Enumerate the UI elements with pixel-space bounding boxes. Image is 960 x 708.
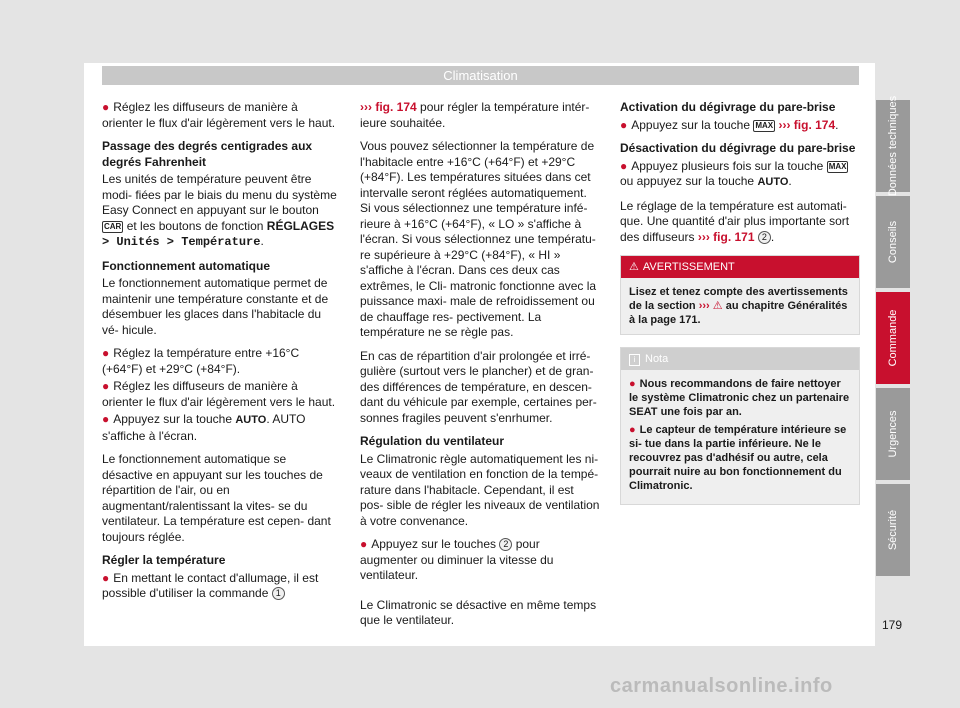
callout-number: 1 [272, 587, 285, 600]
tab-donnees-techniques[interactable]: Données techniques [876, 100, 910, 192]
paragraph: Le réglage de la température est automati- que. Une quantité d'air plus importante sort des diffuseurs ››› fig. 171 2 . [620, 198, 850, 244]
heading-set-temperature: Régler la température [102, 553, 226, 567]
paragraph: En cas de répartition d'air prolongée et irré- gulière (surtout vers le plancher) et de gran- des différences de température, en descen- dant du véhicule par exemple, certaines per- sonnes fragiles peuvent s'enrhumer. [360, 348, 597, 425]
page-number: 179 [881, 618, 903, 632]
auto-key-icon: AUTO [757, 176, 789, 188]
bullet-item: ● En mettant le contact d'allumage, il est possible d'utiliser la commande 1 [102, 570, 319, 600]
bullet-icon: ● [620, 158, 628, 173]
paragraph: Le Climatronic règle automatiquement les ni- veaux de ventilation en fonction de la tempé- rature dans l'habitacle. Cependant, il est pos- sible de régler les niveaux de ventilation à votre convenance. [360, 451, 600, 528]
section-header: Climatisation [102, 66, 859, 85]
heading-defrost-on: Activation du dégivrage du pare-brise [620, 100, 836, 114]
bullet-item: ● Réglez les diffuseurs de manière à orienter le flux d'air légèrement vers le haut. [102, 379, 336, 409]
bullet-item: ● Réglez la température entre +16°C (+64°F) et +29°C (+84°F). [102, 346, 300, 376]
callout-number: 2 [499, 538, 512, 551]
warning-triangle-icon: ⚠ [712, 300, 723, 312]
column-2 [360, 100, 600, 637]
max-defrost-key-icon: MAX [755, 120, 774, 130]
note-box [620, 347, 860, 505]
bullet-icon: ● [102, 379, 110, 393]
heading-auto-mode: Fonctionnement automatique [102, 258, 270, 273]
paragraph: Vous pouvez sélectionner la température de l'habitacle entre +16°C (+64°F) et +29°C (+84°F). Les températures situées dans cet intervalle seront réglées automatiquement. Si vous sélectionnez une température infé- rieure à +16°C (+64°F), « LO » s'affiche à l'écran. Si vous sélectionnez une températu- re supérieure à +29°C (+84°F), « HI » s'affiche à l'écran. Dans ces deux cas extrêmes, le Cli- matronic fonctionne avec la puissance maxi- male de refroidissement ou de chauffage res- pectivement. La température ne se règle pas. [360, 139, 597, 339]
paragraph: Les unités de température peuvent être modi- fiées par le biais du menu du système Easy Connect en appuyant sur le bouton CAR et les boutons de fonction RÉGLAGES > Unités > Température. [102, 172, 337, 249]
callout-number: 2 [758, 231, 771, 244]
note-icon: i [629, 354, 640, 366]
paragraph: Le fonctionnement automatique se désactive en appuyant sur les touches de répartition de l'air, ou en augmentant/ralentissant la vites- se du ventilateur. La température est cepen- dant toujours réglée. [102, 452, 331, 544]
heading-fahrenheit: Passage des degrés centigrades aux degrés Fahrenheit [102, 139, 313, 169]
note-item: ● Le capteur de température intérieure se si- tue dans la partie inférieure. Ne le recouvrez pas d'adhésif ou autre, cela pourrait nuire au bon fonctionnement du Climatronic. [629, 424, 847, 492]
figure-link[interactable]: ››› fig. 174 [360, 100, 417, 114]
note-item: ● Nous recommandons de faire nettoyer le système Climatronic chez un partenaire SEAT une fois par an. [629, 378, 850, 418]
heading-fan-control: Régulation du ventilateur [360, 434, 505, 448]
column-3 [620, 100, 860, 505]
bullet-item: ● Appuyez sur la touche MAX ››› fig. 174. [620, 117, 839, 132]
warning-triangle-icon: ⚠ [629, 261, 639, 273]
note-text [621, 370, 859, 504]
car-key-icon: CAR [104, 221, 122, 231]
bullet-item: ● Appuyez sur le touches 2 pour augmenter ou diminuer la vitesse du ventilateur. [360, 537, 554, 582]
warning-box [620, 255, 860, 335]
tab-commande[interactable]: Commande [876, 292, 910, 384]
bullet-icon: ● [102, 100, 110, 114]
tab-securite[interactable]: Sécurité [876, 484, 910, 576]
bullet-item: ● Appuyez sur la touche AUTO. AUTO s'affiche à l'écran. [102, 412, 306, 443]
figure-link[interactable]: ››› fig. 174 [778, 117, 836, 132]
bullet-icon: ● [360, 537, 368, 551]
paragraph: ››› fig. 174 pour régler la température intér- ieure souhaitée. [360, 100, 590, 130]
paragraph: Le Climatronic se désactive en même temps que le ventilateur. [360, 597, 597, 627]
watermark: carmanualsonline.info [610, 675, 833, 697]
tab-conseils[interactable]: Conseils [876, 196, 910, 288]
section-link[interactable]: ››› [698, 300, 710, 312]
warning-text: Lisez et tenez compte des avertissements de la section ››› ⚠ au chapitre Généralités à la page 171. [621, 278, 859, 334]
bullet-icon: ● [620, 117, 628, 132]
bullet-item: ● Réglez les diffuseurs de manière à orienter le flux d'air légèrement vers le haut. [102, 100, 336, 130]
max-defrost-key-icon: MAX [828, 161, 847, 171]
figure-link[interactable]: ››› fig. 171 [697, 229, 755, 244]
bullet-icon: ● [102, 346, 110, 360]
column-1 [102, 100, 340, 610]
note-header: i Nota [621, 348, 859, 370]
bullet-icon: ● [102, 412, 110, 426]
bullet-item: ● Appuyez plusieurs fois sur la touche MAX ou appuyez sur la touche AUTO. [620, 158, 847, 188]
heading-defrost-off: Désactivation du dégivrage du pare-brise [620, 141, 856, 155]
warning-header: ⚠ AVERTISSEMENT [621, 256, 859, 278]
auto-key-icon: AUTO [235, 414, 267, 426]
bullet-icon: ● [102, 570, 110, 585]
paragraph: Le fonctionnement automatique permet de maintenir une température constante et de désembuer les glaces dans l'habitacle du vé- hicule. [102, 276, 329, 337]
tab-urgences[interactable]: Urgences [876, 388, 910, 480]
chapter-tabs [876, 95, 910, 580]
